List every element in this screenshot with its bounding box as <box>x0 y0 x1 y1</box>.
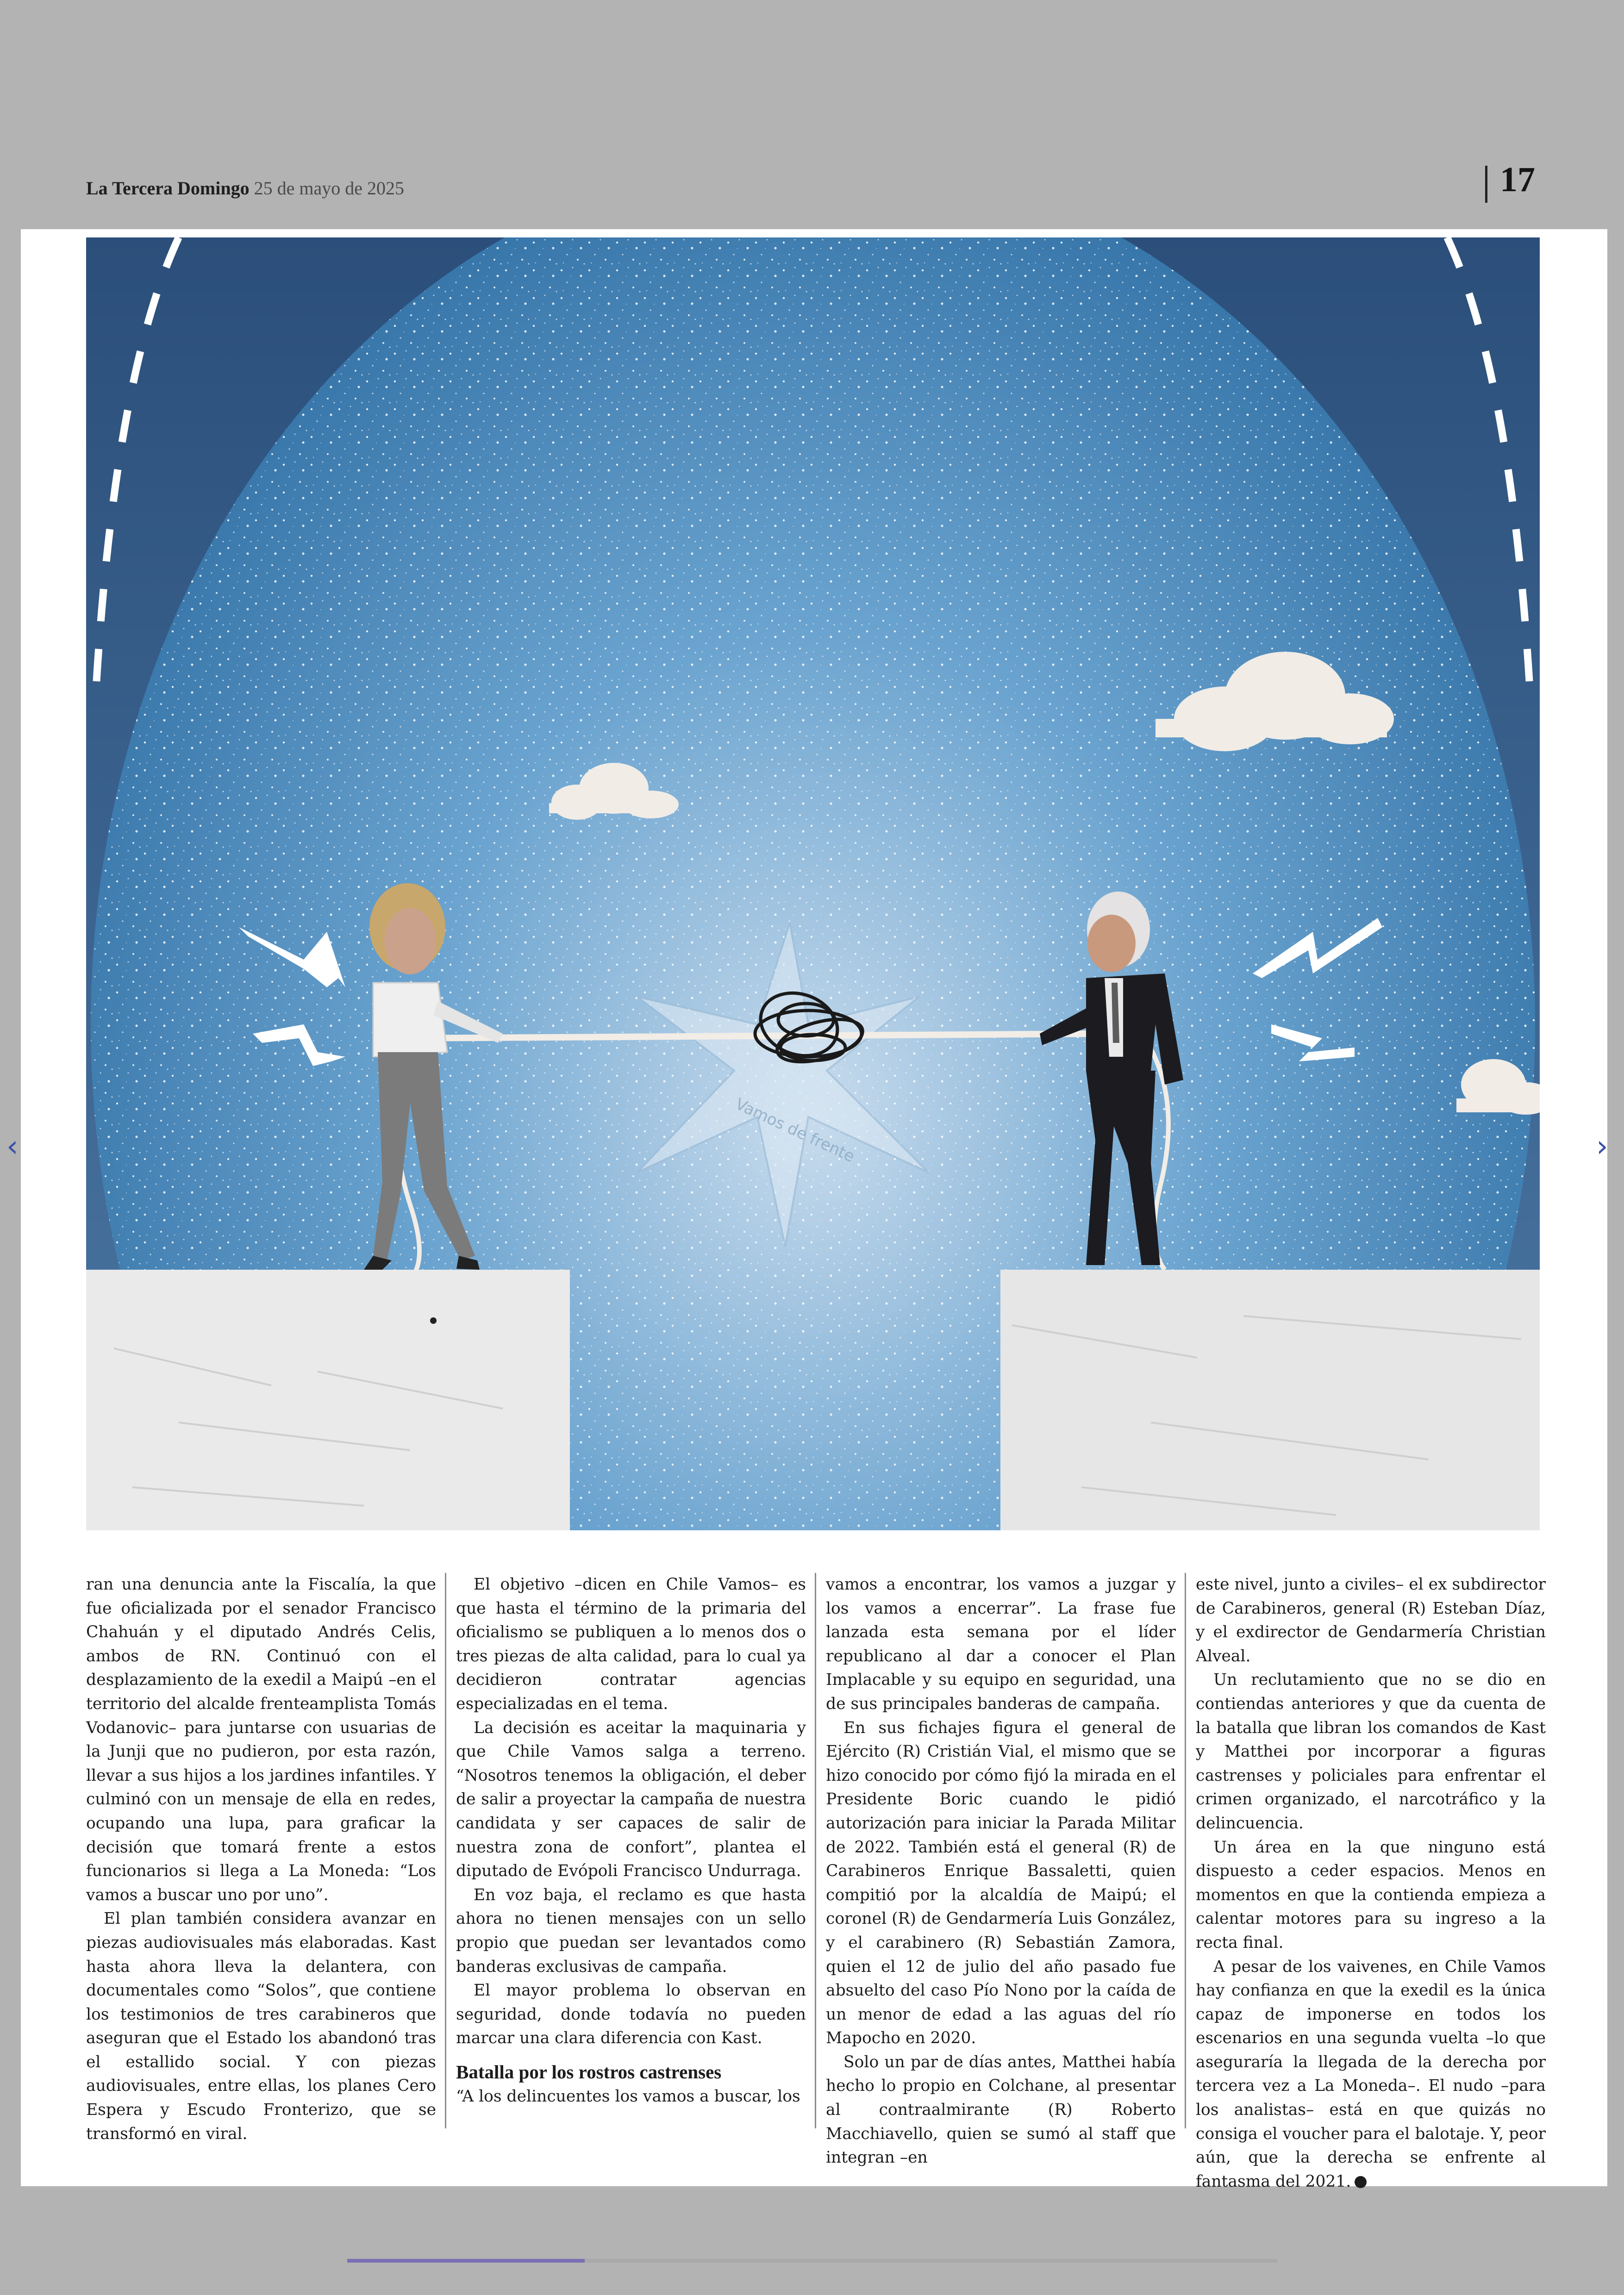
page-progress-fill <box>347 2259 585 2263</box>
next-page-button[interactable]: › <box>1596 1129 1608 1164</box>
subheading: Batalla por los rostros castrenses <box>456 2061 722 2083</box>
page-number-divider <box>1485 166 1487 203</box>
end-of-article-icon <box>1355 2176 1367 2188</box>
rope <box>410 1034 1114 1038</box>
article-column-1 <box>86 1573 436 2143</box>
article-column-2 <box>456 1573 806 2128</box>
previous-page-button[interactable]: ‹ <box>6 1129 19 1164</box>
paragraph: En sus fichajes figura el general de Ejército (R) Cristián Vial, el mismo que se hizo conocido por cómo fijó la mirada en el Presidente Boric cuando le pidió autorización para iniciar la Parada Militar de 2022. También está el general (R) de Carabineros Enrique Bassaletti, quien compitió por la alcaldía de Maipú; el coronel (R) de Gendarmería Luis González, y el carabinero (R) Sebastián Zamora, quien el 12 de julio del año pasado fue absuelto del caso Pío Nono por la caída de un menor de edad a las aguas del río Mapocho en 2020. <box>826 1718 1176 2048</box>
paragraph: Solo un par de días antes, Matthei había hecho lo propio en Colchane, al presentar al contraalmirante (R) Roberto Macchiavello, quien se sumó al staff que integran –en <box>826 2052 1176 2167</box>
star-watermark: Vamos de frente <box>732 1094 858 1166</box>
cliff-left <box>86 1270 570 1530</box>
column-divider <box>445 1573 446 2128</box>
paragraph: este nivel, junto a civiles– el ex subdirector de Carabineros, general (R) Esteban Díaz, y el exdirector de Gendarmería Christian Alveal. <box>1196 1575 1546 1665</box>
article-column-3 <box>826 1573 1176 2167</box>
cliff-right <box>1000 1270 1540 1530</box>
column-divider <box>1185 1573 1186 2128</box>
article-illustration <box>86 237 1540 1530</box>
paragraph: Un área en la que ninguno está dispuesto a ceder espacios. Menos en momentos en que la contienda empieza a calentar motores para su ingreso a la recta final. <box>1196 1838 1546 1952</box>
illustration-svg <box>86 237 1540 1530</box>
publication-name: La Tercera Domingo <box>86 178 250 199</box>
paragraph: La decisión es aceitar la maquinaria y que Chile Vamos salga a terreno. “Nosotros tenemos la obligación, el deber de salir a proyectar la campaña de nuestra candidata y ser capaces de salir de nuestra zona de confort”, plantea el diputado de Evópoli Francisco Undurraga. <box>456 1718 806 1881</box>
final-paragraph-text: A pesar de los vaivenes, en Chile Vamos hay confianza en que la exedil es la única capaz de imponerse en todos los escenarios en una segunda vuelta –lo que aseguraría la llegada de la derecha por tercera vez a La Moneda–. El nudo –para los analistas– está en que quizás no consiga el voucher para el balotaje. Y, peor aún, que la derecha se enfrente al fantasma del 2021. <box>1196 1957 1546 2191</box>
page-header <box>86 177 404 199</box>
paragraph: El plan también considera avanzar en piezas audiovisuales más elaboradas. Kast hasta ahora lleva la delantera, con documentales como “Solos”, que contiene los testimonios de tres carabineros que aseguran que el Estado los abandonó tras el estallido social. Y con piezas audiovisuales, entre ellas, los planes Cero Espera y Escudo Fronterizo, que se transformó en viral. <box>86 1909 436 2143</box>
publication-date: 25 de mayo de 2025 <box>254 178 404 199</box>
paragraph: “A los delincuentes los vamos a buscar, los <box>456 2087 800 2106</box>
article-body <box>86 1573 1546 2191</box>
paragraph: El mayor problema lo observan en seguridad, donde todavía no pueden marcar una clara diferencia con Kast. <box>456 1981 806 2048</box>
page-progress-bar[interactable] <box>347 2259 1278 2263</box>
paragraph: Un reclutamiento que no se dio en contiendas anteriores y que da cuenta de la batalla que libran los comandos de Kast y Matthei por incorporar a figuras castrenses y policiales para enfrentar el crimen organizado, el narcotráfico y la delincuencia. <box>1196 1671 1546 1833</box>
paragraph: El objetivo –dicen en Chile Vamos– es que hasta el término de la primaria del oficialismo se publiquen a lo menos dos o tres piezas de alta calidad, para lo cual ya decidieron contratar agencias especializadas en el tema. <box>456 1575 806 1713</box>
paragraph: En voz baja, el reclamo es que hasta ahora no tienen mensajes con un sello propio que puedan ser levantados como banderas exclusivas de campaña. <box>456 1885 806 1976</box>
paragraph: ran una denuncia ante la Fiscalía, la que fue oficializada por el senador Francisco Chahuán y el diputado Andrés Celis, ambos de RN. Continuó con el desplazamiento de la exedil a Maipú –en el territorio del alcalde frenteamplista Tomás Vodanovic– para juntarse con usuarias de la Junji que no pudieron, por esta razón, llevar a sus hijos a los jardines infantiles. Y culminó con un mensaje de ella en redes, ocupando una lupa, para graficar la decisión que tomará frente a estos funcionarios si llega a La Moneda: “Los vamos a buscar uno por uno”. <box>86 1575 436 1904</box>
article-column-4 <box>1196 1573 1546 2191</box>
paragraph <box>1196 1955 1546 2194</box>
paragraph: vamos a encontrar, los vamos a juzgar y los vamos a encerrar”. La frase fue lanzada esta semana por el líder republicano al dar a conocer el Plan Implacable y su equipo en seguridad, una de sus principales banderas de campaña. <box>826 1575 1176 1713</box>
page-number: 17 <box>1500 160 1535 199</box>
column-divider <box>815 1573 816 2128</box>
